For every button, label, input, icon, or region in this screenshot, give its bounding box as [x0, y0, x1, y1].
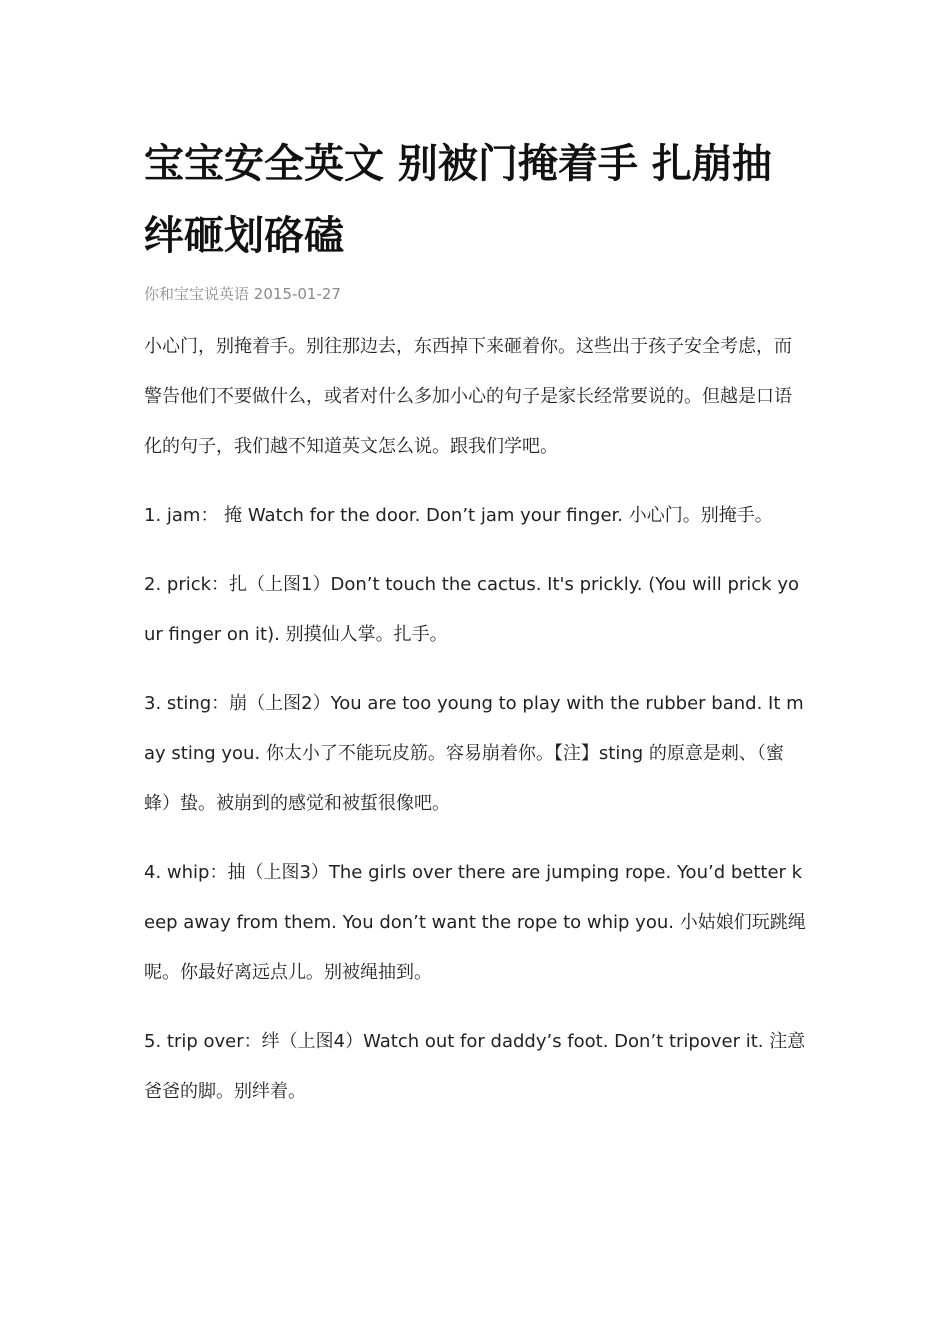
article: [144, 128, 808, 1117]
list-item: 3. sting：崩（上图2）You are too young to play with the rubber band. It may sting you. 你太小了不能玩皮筋。容易崩着你。【注】sting 的原意是刺、（蜜蜂）蛰。被崩到的感觉和被蜇很像吧。: [144, 693, 804, 814]
intro-paragraph: 小心门，别掩着手。别往那边去，东西掉下来砸着你。这些出于孩子安全考虑，而警告他们不要做什么，或者对什么多加小心的句子是家长经常要说的。但越是口语化的句子，我们越不知道英文怎么说。跟我们学吧。: [144, 336, 792, 457]
article-title: 宝宝安全英文 别被门掩着手 扎崩抽绊砸划硌磕: [144, 141, 772, 259]
list-item: 4. whip：抽（上图3）The girls over there are jumping rope. You’d better keep away from them. You don’t want the rope to whip you. 小姑娘们玩跳绳呢。你最好离远点儿。别被绳抽到。: [144, 862, 806, 983]
article-date: 2015-01-27: [253, 285, 341, 303]
list-item: 1. jam： 掩 Watch for the door. Don’t jam your finger. 小心门。别掩手。: [144, 505, 773, 526]
article-source: 你和宝宝说英语: [144, 285, 250, 303]
list-item: 2. prick：扎（上图1）Don’t touch the cactus. It's prickly. (You will prick your finger on it). 别摸仙人掌。扎手。: [144, 574, 799, 645]
list-item: 5. trip over：绊（上图4）Watch out for daddy’s foot. Don’t tripover it. 注意爸爸的脚。别绊着。: [144, 1031, 806, 1102]
article-meta: [144, 284, 808, 304]
